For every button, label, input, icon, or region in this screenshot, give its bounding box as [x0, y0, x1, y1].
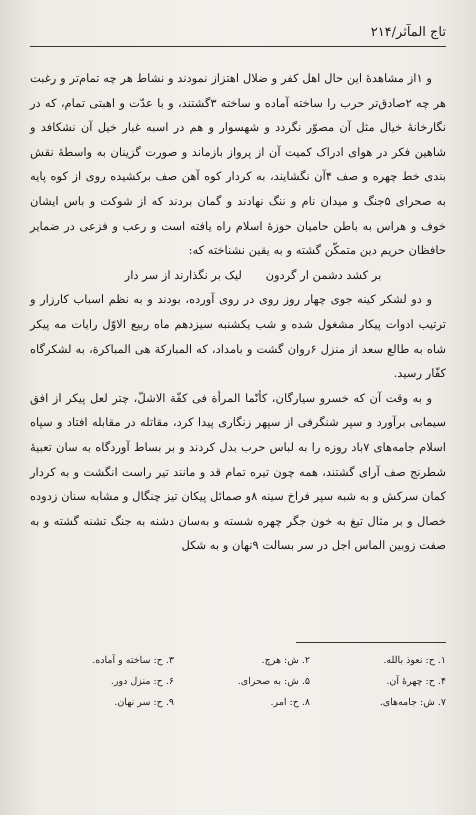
footnote-number: ۲: [304, 655, 310, 666]
header-title: تاج المآثر/۲۱۴: [370, 25, 446, 40]
footnote-8: ۸. ح: امر.: [270, 697, 310, 708]
footnote-1: ۱. ح: نعوذ بالله.: [383, 655, 446, 666]
footnote-text: ش: جامه‌های.: [379, 697, 435, 708]
footnote-row: [40, 671, 446, 692]
footnote-row: [40, 692, 446, 713]
footnote-6: ۶. ح: منزل دور.: [110, 676, 174, 687]
footnote-number: ۸: [304, 697, 310, 708]
footnote-number: ۶: [168, 676, 174, 687]
paragraph-1: و ۱از مشاهدهٔ این حال اهل کفر و ضلال اهتزاز نمودند و نشاط هر چه تمام‌تر و رغبت هر چه ۲صادق‌تر حرب را ساخته آماده و ساخته ۳گشتند، و با عدّت و اهبتی تمام، که در نگارخانهٔ خیال مثل آن مصوّر نگردد و شهسوار و هم در اسبه غبار خیل آن نشکافد و شاهین فکر در هوای ادراک کمیت آن از پرواز بازماند و صورت گزینان به واسطهٔ نقش بندی خط چهره و صف ۴آن نگشایند، به کردار کوه آهن صف برکشیده روی از کوه پایه به صحرای ۵جنگ و میدان نام و ننگ نهادند و گمان بردند که از شوکت و باس ایشان خوف و هراس به باطن حامیان حوزهٔ اسلام راه یافته است و رعب و فزعی در ضمایر حافظان حریم دین متمکّن گشته و به یقین نشناخته که:: [30, 71, 446, 258]
header-rule: [30, 46, 446, 47]
footnote-text: ح: ساخته و آماده.: [92, 655, 163, 666]
verse-hemistich-1: بر کشد دشمن ار گردون: [265, 267, 382, 282]
footnote-number: ۴: [440, 676, 446, 687]
paragraph-3: و به وقت آن که خسرو سیارگان، کأنّما المرأة فی کفّة الاشلّ، چتر لعل پیکر از افق سیمابی برآورد و سپر شنگرفی از سپهر زنگاری پیدا کرد، مقاتله در مقابله افتاد و سپاه اسلام جامه‌های ۷باد روزه را به لباس حرب بدل کردند و بر بساط آوردگاه به سان تعبیهٔ شطرنج صف آرای گشتند، همه چون تیره تمام قد و مانند تیر راست انگشت و به کردار کمان سرکش و به شبه سپر فراخ سینه ۸و صمائل پیکان تیز چنگال و مشابه سنان زدوده خصال و بر مثال تیغ به خون جگر چهره شسته و به‌سان دشنه به جنگ تشنه گشته و به صفت زوبین الماس اجل در سر بسالت ۹نهان و به شکل: [30, 390, 446, 553]
footnotes: [40, 650, 446, 713]
footnote-number: ۵: [304, 676, 310, 687]
footnote-4: ۴. ح: چهرهٔ آن.: [386, 676, 446, 687]
footnote-text: ح: منزل دور.: [110, 676, 163, 687]
main-text: [30, 66, 446, 558]
verse-line: [30, 263, 446, 288]
footnote-text: ش: به صحرای.: [237, 676, 299, 687]
footnote-3: ۳. ح: ساخته و آماده.: [92, 655, 174, 666]
footnote-text: ح: نعوذ بالله.: [383, 655, 435, 666]
footnote-5: ۵. ش: به صحرای.: [237, 676, 310, 687]
paragraph-2: و دو لشکر کینه جوی چهار روز روی در روی آورده، بودند و به نظم اسباب کارزار و ترتیب ادوات پیکار مشغول شده و شب یکشنبه سیزدهم ماه ربیع الاوّل رایات مه پیکر شاه به طالع سعد از منزل ۶روان گشت و بامداد، که المبارکة هی المباکرة، به لشکرگاه کفّار رسید.: [30, 292, 446, 381]
footnote-number: ۱: [440, 655, 446, 666]
footnote-row: [40, 650, 446, 671]
footnote-text: ش: هرچ.: [261, 655, 299, 666]
footnote-number: ۷: [440, 697, 446, 708]
footnote-number: ۹: [168, 697, 174, 708]
footnote-9: ۹. ح: سر نهان.: [114, 697, 174, 708]
footnote-number: ۳: [168, 655, 174, 666]
running-header: [30, 22, 446, 44]
footnote-2: ۲. ش: هرچ.: [261, 655, 310, 666]
footnote-text: ح: سر نهان.: [114, 697, 163, 708]
verse-hemistich-2: لیک بر نگذارند از سر دار: [124, 267, 242, 282]
footnote-text: ح: چهرهٔ آن.: [386, 676, 435, 687]
footnote-rule: [296, 642, 446, 643]
footnote-7: ۷. ش: جامه‌های.: [379, 697, 446, 708]
footnote-text: ح: امر.: [270, 697, 299, 708]
